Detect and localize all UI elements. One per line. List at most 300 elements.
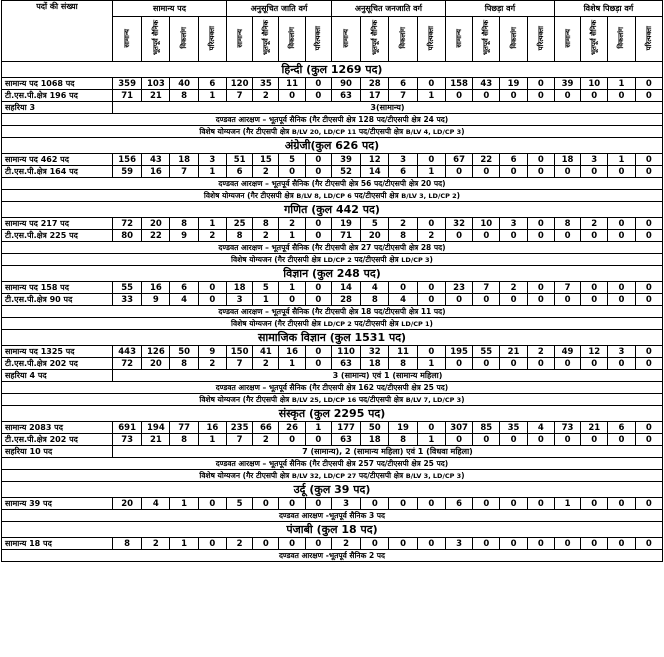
table-cell: 6 xyxy=(170,282,198,294)
table-cell: 1 xyxy=(279,358,305,370)
table-cell: 0 xyxy=(527,90,554,102)
table-cell: 7 xyxy=(227,358,253,370)
subcategory-header xyxy=(361,17,389,62)
table-cell: 0 xyxy=(527,498,554,510)
subcategory-header xyxy=(279,17,305,62)
table-cell: 1 xyxy=(170,538,198,550)
vishesh-non-tsp-codes: B/LV 25, LD/CP 16 xyxy=(291,395,357,404)
table-cell: 1 xyxy=(417,166,445,178)
vishesh-tsp-codes: LD/CP 1 xyxy=(401,319,430,328)
table-cell: 2 xyxy=(279,218,305,230)
subcategory-header xyxy=(581,17,608,62)
table-cell: 5 xyxy=(253,282,279,294)
subcategory-label: सामान्य xyxy=(455,28,464,48)
table-cell: 0 xyxy=(305,346,331,358)
subject-title-row xyxy=(2,330,663,346)
row-label: सामान्य पद 1325 पद xyxy=(2,346,113,358)
subcategory-label: विकलांग xyxy=(288,27,297,49)
table-cell: 1 xyxy=(279,230,305,242)
dandvat-tsp-count: 25 xyxy=(423,458,434,468)
subject-title: हिन्दी (कुल 1269 पद) xyxy=(2,62,663,78)
table-cell: 1 xyxy=(198,218,226,230)
table-cell: 195 xyxy=(445,346,472,358)
subcategory-header xyxy=(253,17,279,62)
dandvat-non-tsp-count: 257 xyxy=(358,458,374,468)
table-cell: 120 xyxy=(227,78,253,90)
table-cell: 0 xyxy=(608,434,635,446)
table-cell: 1 xyxy=(417,90,445,102)
table-cell: 0 xyxy=(527,78,554,90)
table-row xyxy=(2,90,663,102)
table-cell: 63 xyxy=(331,434,360,446)
table-cell: 9 xyxy=(198,346,226,358)
vishesh-row xyxy=(2,190,663,202)
table-cell: 1 xyxy=(198,434,226,446)
table-cell: 35 xyxy=(500,422,527,434)
table-cell: 0 xyxy=(635,498,662,510)
table-cell: 1 xyxy=(253,294,279,306)
vishesh-non-tsp-codes: B/LV 32, LD/CP 27 xyxy=(291,471,357,480)
table-cell: 8 xyxy=(170,358,198,370)
table-cell: 0 xyxy=(473,498,500,510)
table-cell: 26 xyxy=(279,422,305,434)
dandvat-non-tsp-count: 18 xyxy=(360,306,372,316)
vishesh-non-tsp-codes: LD/CP 2 xyxy=(323,319,352,328)
subcategory-label: भूतपूर्व सैनिक xyxy=(370,20,379,56)
table-cell: 14 xyxy=(361,166,389,178)
table-cell: 0 xyxy=(608,218,635,230)
subject-title-row xyxy=(2,482,663,498)
table-cell: 0 xyxy=(635,282,662,294)
subject-title: संस्कृत (कुल 2295 पद) xyxy=(2,406,663,422)
subcategory-label: परित्यक्ता xyxy=(427,25,436,51)
dandvat-non-tsp-count: 27 xyxy=(360,242,372,252)
table-cell: 59 xyxy=(112,166,141,178)
vishesh-row xyxy=(2,318,663,330)
table-cell: 0 xyxy=(305,434,331,446)
vishesh-prefix: विशेष योग्यजन (गैर टीएसपी क्षेत्र xyxy=(203,190,294,200)
post-count-header: पदों की संख्या xyxy=(2,1,113,62)
table-cell: 4 xyxy=(170,294,198,306)
table-cell: 0 xyxy=(473,294,500,306)
table-cell: 10 xyxy=(473,218,500,230)
dandvat-note xyxy=(2,178,663,190)
dandvat-mid: पद/टीएसपी क्षेत्र xyxy=(373,242,419,252)
table-cell: 0 xyxy=(253,498,279,510)
dandvat-row xyxy=(2,458,663,470)
dandvat-prefix: दण्डवत आरक्षण – भूतपूर्व सैनिक (गैर टीएसपी क्षेत्र xyxy=(215,458,356,468)
table-cell: 8 xyxy=(389,358,417,370)
table-cell: 2 xyxy=(500,282,527,294)
table-cell: 0 xyxy=(635,422,662,434)
table-row xyxy=(2,422,663,434)
table-cell: 3 xyxy=(331,498,360,510)
table-cell: 85 xyxy=(473,422,500,434)
table-cell: 0 xyxy=(554,538,580,550)
table-cell: 18 xyxy=(361,434,389,446)
table-cell: 0 xyxy=(581,90,608,102)
table-cell: 0 xyxy=(279,434,305,446)
vishesh-mid: पद/टीएसपी क्षेत्र xyxy=(354,254,399,264)
vishesh-note xyxy=(2,470,663,482)
sahariya-label: सहरिया 3 xyxy=(2,102,113,114)
subcategory-label: परित्यक्ता xyxy=(644,25,653,51)
vishesh-suffix: ) xyxy=(429,318,433,328)
table-cell: 6 xyxy=(608,422,635,434)
table-cell: 63 xyxy=(331,358,360,370)
vishesh-row xyxy=(2,394,663,406)
subcategory-label: भूतपूर्व सैनिक xyxy=(151,20,160,56)
table-cell: 35 xyxy=(253,78,279,90)
table-cell: 0 xyxy=(279,90,305,102)
table-cell: 21 xyxy=(142,90,170,102)
table-cell: 0 xyxy=(608,498,635,510)
table-cell: 21 xyxy=(142,434,170,446)
dandvat-suffix: पद) xyxy=(436,114,449,124)
dandvat-row xyxy=(2,510,663,522)
table-cell: 0 xyxy=(305,78,331,90)
subcategory-header xyxy=(527,17,554,62)
table-cell: 6 xyxy=(389,78,417,90)
sahariya-row xyxy=(2,370,663,382)
table-cell: 50 xyxy=(361,422,389,434)
vishesh-mid: पद/टीएसपी क्षेत्र xyxy=(354,318,399,328)
table-cell: 1 xyxy=(198,166,226,178)
vishesh-note xyxy=(2,318,663,330)
table-cell: 0 xyxy=(361,498,389,510)
table-row xyxy=(2,358,663,370)
table-cell: 0 xyxy=(389,282,417,294)
reservation-table xyxy=(1,0,663,562)
table-row xyxy=(2,434,663,446)
table-cell: 28 xyxy=(331,294,360,306)
table-cell: 6 xyxy=(389,166,417,178)
vishesh-suffix: ) xyxy=(461,470,465,480)
table-cell: 0 xyxy=(554,166,580,178)
vishesh-row xyxy=(2,470,663,482)
table-cell: 43 xyxy=(473,78,500,90)
sahariya-row xyxy=(2,102,663,114)
table-cell: 7 xyxy=(227,434,253,446)
vishesh-mid: पद/टीएसपी क्षेत्र xyxy=(358,470,404,480)
vishesh-prefix: विशेष योग्यजन (गैर टीएसपी क्षेत्र xyxy=(199,394,290,404)
subcategory-header xyxy=(473,17,500,62)
table-cell: 8 xyxy=(227,230,253,242)
table-cell: 150 xyxy=(227,346,253,358)
table-cell: 8 xyxy=(170,218,198,230)
vishesh-tsp-codes: B/LV 3, LD/CP 2 xyxy=(401,191,457,200)
table-cell: 55 xyxy=(112,282,141,294)
table-cell: 0 xyxy=(473,166,500,178)
vishesh-suffix: ) xyxy=(456,190,461,200)
dandvat-non-tsp-count: 162 xyxy=(358,382,374,392)
vishesh-note xyxy=(2,254,663,266)
subcategory-label: भूतपूर्व सैनिक xyxy=(482,20,491,56)
table-cell: 0 xyxy=(527,358,554,370)
table-cell: 110 xyxy=(331,346,360,358)
table-cell: 71 xyxy=(331,230,360,242)
table-cell: 40 xyxy=(170,78,198,90)
table-cell: 39 xyxy=(331,154,360,166)
dandvat-prefix: दण्डवत आरक्षण – भूतपूर्व सैनिक (गैर टीएसपी क्षेत्र xyxy=(218,306,359,316)
table-cell: 7 xyxy=(473,282,500,294)
table-cell: 33 xyxy=(112,294,141,306)
table-cell: 14 xyxy=(331,282,360,294)
dandvat-note xyxy=(2,306,663,318)
table-cell: 21 xyxy=(500,346,527,358)
table-body xyxy=(2,62,663,562)
table-cell: 9 xyxy=(170,230,198,242)
subcategory-header xyxy=(635,17,662,62)
group-header-sbc: विशेष पिछड़ा वर्ग xyxy=(554,1,662,17)
table-cell: 0 xyxy=(305,230,331,242)
vishesh-prefix: विशेष योग्यजन (गैर टीएसपी क्षेत्र xyxy=(199,126,290,136)
table-cell: 0 xyxy=(279,166,305,178)
dandvat-mid: पद/टीएसपी क्षेत्र xyxy=(373,178,419,188)
table-cell: 51 xyxy=(227,154,253,166)
subject-title-row xyxy=(2,522,663,538)
table-cell: 0 xyxy=(500,230,527,242)
table-row xyxy=(2,218,663,230)
table-cell: 0 xyxy=(608,358,635,370)
table-cell: 2 xyxy=(389,218,417,230)
vishesh-suffix: ) xyxy=(461,126,465,136)
dandvat-note: दण्डवत आरक्षण -भूतपूर्व सैनिक 2 पद xyxy=(2,550,663,562)
table-cell: 17 xyxy=(361,90,389,102)
table-cell: 43 xyxy=(142,154,170,166)
table-cell: 18 xyxy=(227,282,253,294)
table-cell: 0 xyxy=(500,358,527,370)
vishesh-prefix: विशेष योग्यजन (गैर टीएसपी क्षेत्र xyxy=(231,318,321,328)
row-label: सामान्य 2083 पद xyxy=(2,422,113,434)
table-cell: 0 xyxy=(608,294,635,306)
dandvat-row xyxy=(2,242,663,254)
subject-title-row xyxy=(2,138,663,154)
table-cell: 0 xyxy=(635,166,662,178)
table-cell: 0 xyxy=(500,166,527,178)
subcategory-label: परित्यक्ता xyxy=(208,25,217,51)
table-cell: 23 xyxy=(445,282,472,294)
table-cell: 20 xyxy=(112,498,141,510)
subject-title: उर्दू (कुल 39 पद) xyxy=(2,482,663,498)
table-cell: 1 xyxy=(198,90,226,102)
vishesh-tsp-codes: B/LV 3, LD/CP 3 xyxy=(405,471,462,480)
table-cell: 3 xyxy=(500,218,527,230)
table-cell: 0 xyxy=(473,538,500,550)
vishesh-note xyxy=(2,126,663,138)
vishesh-row xyxy=(2,254,663,266)
table-cell: 7 xyxy=(554,282,580,294)
table-cell: 73 xyxy=(554,422,580,434)
table-cell: 307 xyxy=(445,422,472,434)
table-cell: 0 xyxy=(527,538,554,550)
subcategory-label: सामान्य xyxy=(563,28,572,48)
table-cell: 52 xyxy=(331,166,360,178)
subcategory-header xyxy=(170,17,198,62)
table-row xyxy=(2,294,663,306)
table-cell: 8 xyxy=(361,294,389,306)
row-label: टी.एस.पी.क्षेत्र 164 पद xyxy=(2,166,113,178)
dandvat-tsp-count: 28 xyxy=(420,242,432,252)
table-cell: 6 xyxy=(445,498,472,510)
table-cell: 0 xyxy=(527,282,554,294)
table-cell: 2 xyxy=(227,538,253,550)
table-cell: 0 xyxy=(198,294,226,306)
dandvat-row xyxy=(2,382,663,394)
table-cell: 0 xyxy=(473,90,500,102)
table-cell: 0 xyxy=(445,294,472,306)
table-cell: 7 xyxy=(170,166,198,178)
vishesh-mid: पद/टीएसपी क्षेत्र xyxy=(358,126,404,136)
subject-title: सामाजिक विज्ञान (कुल 1531 पद) xyxy=(2,330,663,346)
vishesh-prefix: विशेष योग्यजन (गैर टीएसपी क्षेत्र xyxy=(199,470,290,480)
subject-title: गणित (कुल 442 पद) xyxy=(2,202,663,218)
table-cell: 15 xyxy=(253,154,279,166)
table-cell: 1 xyxy=(608,154,635,166)
vishesh-tsp-codes: B/LV 7, LD/CP 3 xyxy=(405,395,462,404)
sahariya-text: 3(सामान्य) xyxy=(112,102,662,114)
table-cell: 0 xyxy=(527,154,554,166)
table-cell: 359 xyxy=(112,78,141,90)
table-cell: 0 xyxy=(581,230,608,242)
dandvat-note xyxy=(2,382,663,394)
table-cell: 20 xyxy=(361,230,389,242)
subject-title: विज्ञान (कुल 248 पद) xyxy=(2,266,663,282)
dandvat-note xyxy=(2,242,663,254)
table-cell: 0 xyxy=(635,154,662,166)
row-label: सामान्य पद 1068 पद xyxy=(2,78,113,90)
table-cell: 19 xyxy=(500,78,527,90)
table-cell: 0 xyxy=(473,434,500,446)
table-cell: 5 xyxy=(227,498,253,510)
table-cell: 0 xyxy=(635,346,662,358)
table-cell: 158 xyxy=(445,78,472,90)
dandvat-mid: पद/टीएसपी क्षेत्र xyxy=(373,306,419,316)
vishesh-non-tsp-codes: B/LV 20, LD/CP 11 xyxy=(291,127,357,136)
table-cell: 0 xyxy=(527,230,554,242)
dandvat-row xyxy=(2,550,663,562)
table-row xyxy=(2,166,663,178)
table-cell: 0 xyxy=(389,498,417,510)
subcategory-label: सामान्य xyxy=(342,28,351,48)
table-cell: 0 xyxy=(305,498,331,510)
table-cell: 1 xyxy=(170,498,198,510)
table-cell: 0 xyxy=(305,90,331,102)
subcategory-header xyxy=(227,17,253,62)
table-cell: 1 xyxy=(417,358,445,370)
table-cell: 156 xyxy=(112,154,141,166)
dandvat-suffix: पद) xyxy=(433,178,446,188)
table-cell: 0 xyxy=(554,90,580,102)
table-cell: 0 xyxy=(527,434,554,446)
table-row xyxy=(2,498,663,510)
table-cell: 0 xyxy=(608,538,635,550)
table-cell: 0 xyxy=(417,346,445,358)
table-cell: 0 xyxy=(305,538,331,550)
table-cell: 11 xyxy=(389,346,417,358)
table-cell: 0 xyxy=(500,294,527,306)
table-cell: 126 xyxy=(142,346,170,358)
table-cell: 2 xyxy=(331,538,360,550)
subject-title-row xyxy=(2,62,663,78)
subcategory-label: भूतपूर्व सैनिक xyxy=(261,20,270,56)
table-cell: 0 xyxy=(635,78,662,90)
dandvat-prefix: दण्डवत आरक्षण – भूतपूर्व सैनिक (गैर टीएसपी क्षेत्र xyxy=(218,242,359,252)
table-cell: 18 xyxy=(554,154,580,166)
dandvat-prefix: दण्डवत आरक्षण – भूतपूर्व सैनिक (गैर टीएसपी क्षेत्र xyxy=(215,382,356,392)
table-cell: 0 xyxy=(305,282,331,294)
table-cell: 0 xyxy=(305,294,331,306)
table-cell: 0 xyxy=(527,166,554,178)
table-cell: 177 xyxy=(331,422,360,434)
table-cell: 50 xyxy=(170,346,198,358)
table-cell: 0 xyxy=(305,218,331,230)
table-cell: 103 xyxy=(142,78,170,90)
row-label: सामान्य पद 217 पद xyxy=(2,218,113,230)
table-row xyxy=(2,230,663,242)
dandvat-tsp-count: 24 xyxy=(423,114,434,124)
table-cell: 4 xyxy=(389,294,417,306)
dandvat-mid: पद/टीएसपी क्षेत्र xyxy=(376,382,421,392)
table-row xyxy=(2,282,663,294)
sahariya-label: सहरिया 4 पद xyxy=(2,370,113,382)
subject-title: अंग्रेजी(कुल 626 पद) xyxy=(2,138,663,154)
table-cell: 18 xyxy=(361,358,389,370)
table-cell: 63 xyxy=(331,90,360,102)
group-header-obc: पिछड़ा वर्ग xyxy=(445,1,554,17)
subject-title-row xyxy=(2,406,663,422)
table-cell: 2 xyxy=(253,166,279,178)
table-cell: 0 xyxy=(527,294,554,306)
row-label: सामान्य 39 पद xyxy=(2,498,113,510)
table-cell: 2 xyxy=(527,346,554,358)
table-cell: 0 xyxy=(417,78,445,90)
dandvat-non-tsp-count: 128 xyxy=(358,114,374,124)
table-cell: 0 xyxy=(608,166,635,178)
table-cell: 1 xyxy=(554,498,580,510)
table-cell: 2 xyxy=(253,434,279,446)
table-cell: 0 xyxy=(608,282,635,294)
table-cell: 0 xyxy=(361,538,389,550)
table-cell: 0 xyxy=(473,230,500,242)
subcategory-header xyxy=(389,17,417,62)
table-cell: 28 xyxy=(361,78,389,90)
table-cell: 0 xyxy=(445,434,472,446)
table-cell: 7 xyxy=(227,90,253,102)
table-cell: 90 xyxy=(331,78,360,90)
vishesh-row xyxy=(2,126,663,138)
table-cell: 18 xyxy=(170,154,198,166)
table-cell: 0 xyxy=(554,434,580,446)
dandvat-tsp-count: 20 xyxy=(420,178,432,188)
table-cell: 11 xyxy=(279,78,305,90)
subcategory-header xyxy=(198,17,226,62)
table-cell: 0 xyxy=(198,538,226,550)
sahariya-text: 3 (सामान्य) एवं 1 (सामान्य महिला) xyxy=(112,370,662,382)
vishesh-tsp-codes: B/LV 4, LD/CP 3 xyxy=(405,127,462,136)
dandvat-note xyxy=(2,114,663,126)
table-cell: 2 xyxy=(417,230,445,242)
table-cell: 19 xyxy=(331,218,360,230)
table-cell: 41 xyxy=(253,346,279,358)
dandvat-prefix: दण्डवत आरक्षण – भूतपूर्व सैनिक (गैर टीएसपी क्षेत्र xyxy=(218,178,359,188)
table-cell: 443 xyxy=(112,346,141,358)
table-cell: 8 xyxy=(170,434,198,446)
table-cell: 0 xyxy=(554,230,580,242)
dandvat-note xyxy=(2,458,663,470)
subcategory-label: विकलांग xyxy=(399,27,408,49)
subject-title: पंजाबी (कुल 18 पद) xyxy=(2,522,663,538)
